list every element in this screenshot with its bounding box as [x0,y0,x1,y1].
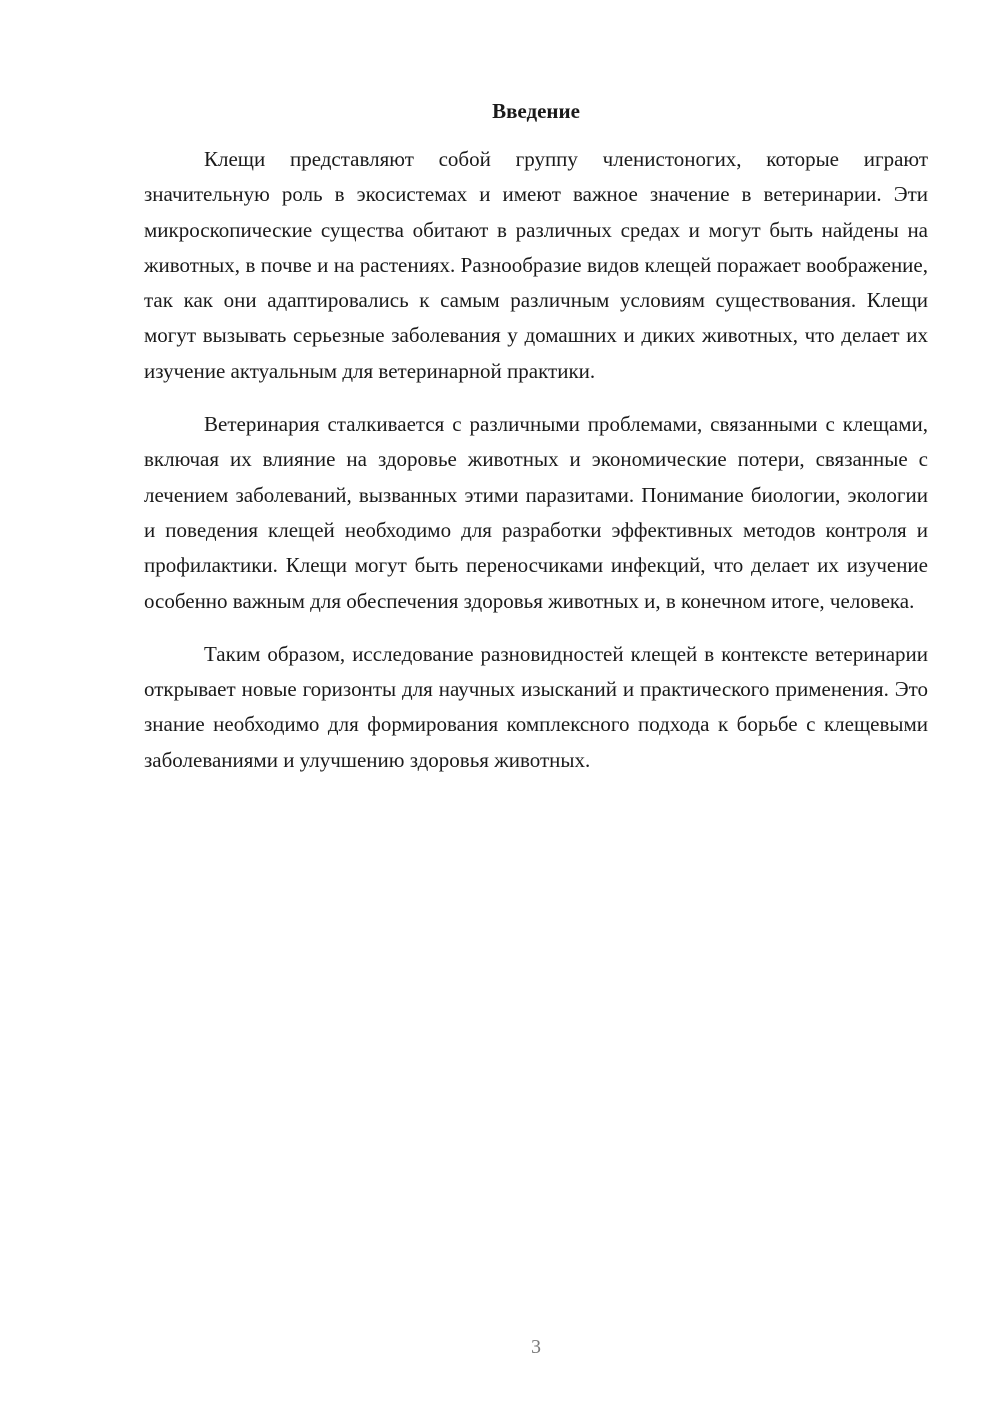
paragraph-2: Ветеринария сталкивается с различными проблемами, связанными с клещами, включая их влияние на здоровье животных и экономические потери, связанные с лечением заболеваний, вызванных этими паразитами. Понимание биологии, экологии и поведения клещей необходимо для разработки эффективных методов контроля и профилактики. Клещи могут быть переносчиками инфекций, что делает их изучение особенно важным для обеспечения здоровья животных и, в конечном итоге, человека. [144,412,928,613]
section-heading: Введение [492,99,580,123]
paragraph-3: Таким образом, исследование разновидностей клещей в контексте ветеринарии открывает новые горизонты для научных изысканий и практического применения. Это знание необходимо для формирования комплексного подхода к борьбе с клещевыми заболеваниями и улучшению здоровья животных. [144,641,928,772]
paragraph-1: Клещи представляют собой группу членистоногих, которые играют значительную роль в экосистемах и имеют важное значение в ветеринарии. Эти микроскопические существа обитают в различных средах и могут быть найдены на животных, в почве и на растениях. Разнообразие видов клещей поражает воображение, так как они адаптировались к самым различным условиям существования. Клещи могут вызывать серьезные заболевания у домашних и диких животных, что делает их изучение актуальным для ветеринарной практики. [144,147,928,383]
page-number: 3 [531,1336,541,1358]
body-text [144,142,928,778]
